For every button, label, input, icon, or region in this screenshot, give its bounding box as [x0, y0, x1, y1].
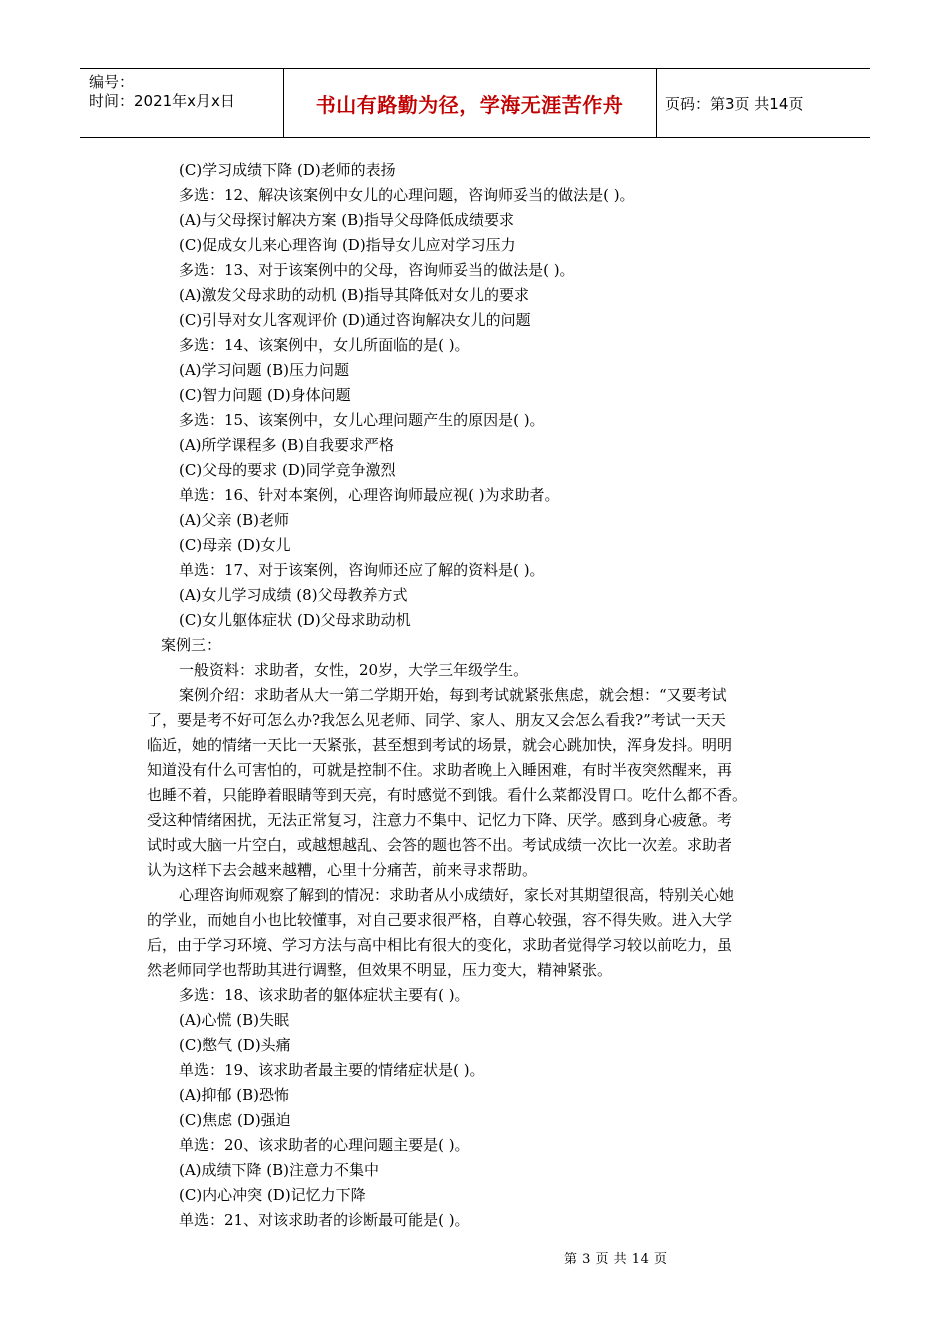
- observation-line: 后，由于学习环境、学习方法与高中相比有很大的变化，求助者觉得学习较以前吃力，虽: [147, 936, 733, 954]
- page-footer: 第 3 页 共 14 页: [564, 1252, 668, 1267]
- option-line: (A)所学课程多 (B)自我要求严格: [179, 436, 395, 454]
- question-line: 单选：19、该求助者最主要的情绪症状是( )。: [179, 1061, 485, 1079]
- observation-line: 的学业，而她自小也比较懂事，对自己要求很严格，自尊心较强，容不得失败。进入大学: [147, 911, 733, 929]
- case-title: 案例三：: [161, 636, 222, 654]
- header-page-info: 页码：第3页 共14页: [665, 94, 804, 113]
- case-intro-line: 受这种情绪困扰，无法正常复习，注意力不集中、记忆力下降、厌学。感到身心疲惫。考: [147, 811, 733, 829]
- option-line: (A)女儿学习成绩 (8)父母教养方式: [179, 586, 408, 604]
- questions-part-2: [80, 983, 825, 1233]
- questions-part-1: [80, 158, 825, 633]
- case-intro: [80, 683, 825, 883]
- option-line: (A)成绩下降 (B)注意力不集中: [179, 1161, 380, 1179]
- general-info: 一般资料：求助者，女性，20岁，大学三年级学生。: [179, 661, 529, 679]
- document-body: [80, 158, 825, 1233]
- observation-line: 心理咨询师观察了解到的情况：求助者从小成绩好，家长对其期望很高，特别关心她: [179, 886, 735, 904]
- option-line: (A)父亲 (B)老师: [179, 511, 290, 529]
- case-intro-line: 试时或大脑一片空白，或越想越乱、会答的题也答不出。考试成绩一次比一次差。求助者: [147, 836, 733, 854]
- option-line: (C)憋气 (D)头痛: [179, 1036, 291, 1054]
- header-motto: 书山有路勤为径，学海无涯苦作舟: [283, 69, 657, 137]
- question-line: 单选：20、该求助者的心理问题主要是( )。: [179, 1136, 470, 1154]
- question-line: 多选：12、解决该案例中女儿的心理问题，咨询师妥当的做法是( )。: [179, 186, 635, 204]
- question-line: 多选：18、该求助者的躯体症状主要有( )。: [179, 986, 470, 1004]
- option-line: (C)智力问题 (D)身体问题: [179, 386, 351, 404]
- option-line: (C)内心冲突 (D)记忆力下降: [179, 1186, 366, 1204]
- text-line: (C)学习成绩下降 (D)老师的表扬: [179, 161, 396, 179]
- question-line: 单选：21、对该求助者的诊断最可能是( )。: [179, 1211, 470, 1229]
- option-line: (A)激发父母求助的动机 (B)指导其降低对女儿的要求: [179, 286, 530, 304]
- question-line: 多选：15、该案例中，女儿心理问题产生的原因是( )。: [179, 411, 545, 429]
- question-line: 单选：17、对于该案例，咨询师还应了解的资料是( )。: [179, 561, 545, 579]
- question-line: 多选：14、该案例中，女儿所面临的是( )。: [179, 336, 470, 354]
- option-line: (C)焦虑 (D)强迫: [179, 1111, 291, 1129]
- case-intro-line: 认为这样下去会越来越糟，心里十分痛苦，前来寻求帮助。: [147, 861, 538, 879]
- option-line: (A)学习问题 (B)压力问题: [179, 361, 350, 379]
- option-line: (C)引导对女儿客观评价 (D)通过咨询解决女儿的问题: [179, 311, 531, 329]
- case-intro-line: 也睡不着，只能睁着眼睛等到天亮，有时感觉不到饿。看什么菜都没胃口。吃什么都不香。: [147, 786, 748, 804]
- date-line: 时间：2021年x月x日: [89, 92, 235, 110]
- option-line: (C)母亲 (D)女儿: [179, 536, 291, 554]
- option-line: (A)与父母探讨解决方案 (B)指导父母降低成绩要求: [179, 211, 515, 229]
- option-line: (C)父母的要求 (D)同学竞争激烈: [179, 461, 396, 479]
- header-meta: [80, 69, 284, 137]
- option-line: (A)心慌 (B)失眠: [179, 1011, 290, 1029]
- page-header: [80, 68, 870, 138]
- number-label: 编号：: [89, 73, 135, 91]
- observation: [80, 883, 825, 983]
- option-line: (C)女儿躯体症状 (D)父母求助动机: [179, 611, 411, 629]
- observation-line: 然老师同学也帮助其进行调整，但效果不明显，压力变大，精神紧张。: [147, 961, 613, 979]
- question-line: 单选：16、针对本案例，心理咨询师最应视( )为求助者。: [179, 486, 560, 504]
- option-line: (C)促成女儿来心理咨询 (D)指导女儿应对学习压力: [179, 236, 516, 254]
- case-intro-line: 案例介绍：求助者从大一第二学期开始，每到考试就紧张焦虑，就会想：“又要考试: [179, 686, 727, 704]
- case-intro-line: 知道没有什么可害怕的，可就是控制不住。求助者晚上入睡困难，有时半夜突然醒来，再: [147, 761, 733, 779]
- case-intro-line: 了，要是考不好可怎么办?我怎么见老师、同学、家人、朋友又会怎么看我?”考试一天天: [147, 711, 726, 729]
- option-line: (A)抑郁 (B)恐怖: [179, 1086, 290, 1104]
- case-intro-line: 临近，她的情绪一天比一天紧张，甚至想到考试的场景，就会心跳加快，浑身发抖。明明: [147, 736, 733, 754]
- question-line: 多选：13、对于该案例中的父母，咨询师妥当的做法是( )。: [179, 261, 575, 279]
